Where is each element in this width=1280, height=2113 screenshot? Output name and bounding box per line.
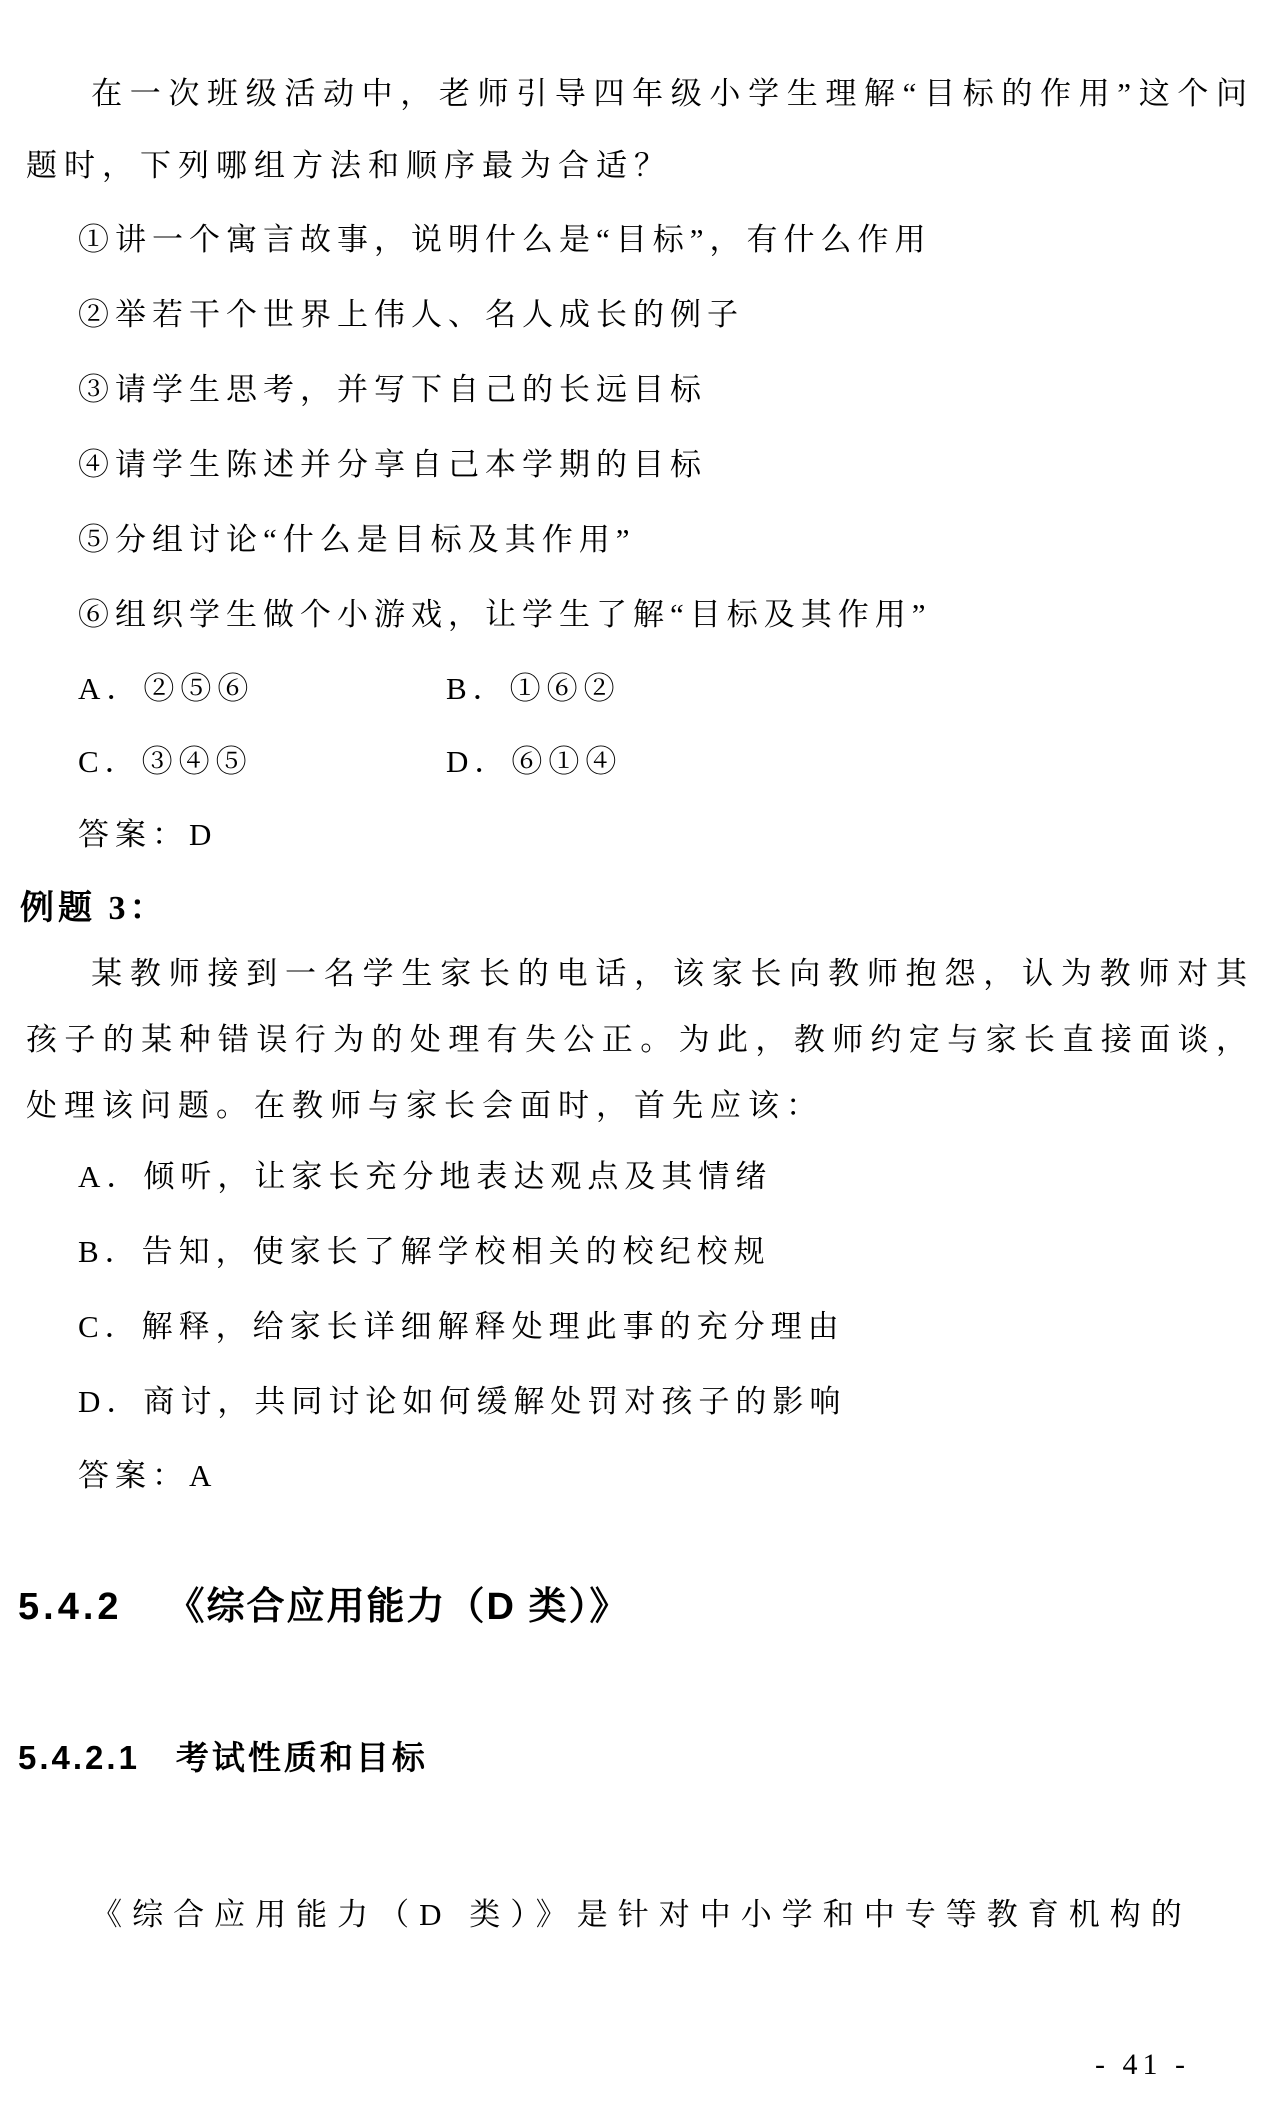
question-2-option-c: C．③④⑤ (78, 744, 253, 779)
section-heading-5421 (18, 1728, 1254, 1788)
question-2-intro: 在一次班级活动中，老师引导四年级小学生理解“目标的作用”这个问题时，下列哪组方法和顺序最为合适？ (26, 76, 1254, 183)
example-3-heading: 例题 3： (20, 890, 168, 927)
closing-paragraph: 《综合应用能力（D 类）》是针对中小学和中专等教育机构的 (91, 1897, 1192, 1932)
question-2-option-a: A．②⑤⑥ (78, 671, 255, 706)
question-2-option-d: D．⑥①④ (446, 744, 623, 779)
question-2-item-2: ②举若干个世界上伟人、名人成长的例子 (78, 297, 744, 332)
question-2-answer: 答案：D (78, 817, 218, 852)
example-3-option-a: A．倾听，让家长充分地表达观点及其情绪 (78, 1159, 773, 1194)
section-title-542: 《综合应用能力（D 类）》 (166, 1586, 630, 1628)
question-2-item-6: ⑥组织学生做个小游戏，让学生了解“目标及其作用” (78, 597, 932, 632)
question-2-item-5: ⑤分组讨论“什么是目标及其作用” (78, 522, 636, 557)
question-2-options-row-1 (26, 652, 1254, 725)
question-2-options-row-2 (26, 725, 1254, 798)
question-2-item-3: ③请学生思考，并写下自己的长远目标 (78, 372, 707, 407)
example-3-option-c: C．解释，给家长详细解释处理此事的充分理由 (78, 1309, 845, 1344)
page-number: - 41 - (1095, 2048, 1190, 2081)
example-3-body: 某教师接到一名学生家长的电话，该家长向教师抱怨，认为教师对其孩子的某种错误行为的处理有失公正。为此，教师约定与家长直接面谈，处理该问题。在教师与家长会面时，首先应该： (26, 956, 1254, 1123)
question-2-item-4: ④请学生陈述并分享自己本学期的目标 (78, 447, 707, 482)
section-number-542: 5.4.2 (18, 1586, 123, 1628)
question-2-option-b: B．①⑥② (446, 671, 621, 706)
example-3-answer: 答案：A (78, 1458, 218, 1493)
section-title-5421: 考试性质和目标 (175, 1739, 428, 1776)
question-2-item-1: ①讲一个寓言故事，说明什么是“目标”，有什么作用 (78, 222, 932, 257)
section-heading-542 (18, 1574, 1254, 1640)
section-number-5421: 5.4.2.1 (18, 1739, 140, 1776)
example-3-option-d: D．商讨，共同讨论如何缓解处罚对孩子的影响 (78, 1384, 847, 1419)
example-3-option-b: B．告知，使家长了解学校相关的校纪校规 (78, 1234, 771, 1269)
